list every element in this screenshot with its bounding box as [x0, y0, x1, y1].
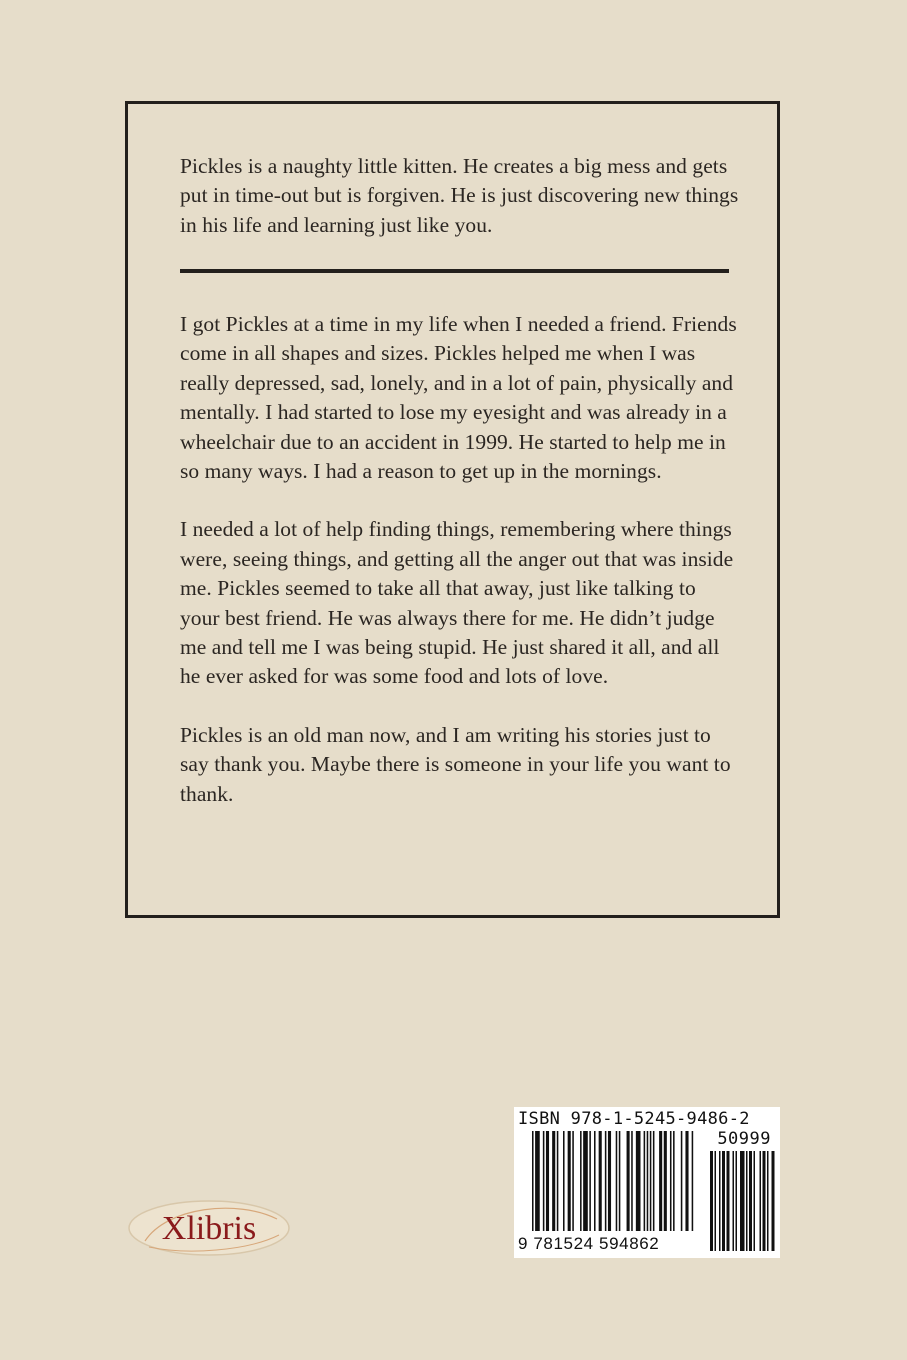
- barcode-addon-bar: [749, 1151, 752, 1251]
- barcode-bar: [563, 1131, 565, 1231]
- barcode-bar: [583, 1131, 588, 1231]
- barcode-bar: [572, 1131, 574, 1231]
- barcode-addon-bar: [715, 1151, 717, 1251]
- barcode-bar: [552, 1131, 555, 1231]
- barcode-addon-bar: [767, 1151, 769, 1251]
- barcode-bar: [608, 1131, 611, 1231]
- story-paragraph: I needed a lot of help finding things, remembering where things were, seeing things, and getting all the anger out that was inside me. Pickles seemed to take all that away, just like talking to your best friend. He was always there for me. He didn’t judge me and tell me I was being stupid. He just shared it all, and all he ever asked for was some food and lots of love.: [180, 517, 734, 689]
- divider-rule: [180, 269, 729, 273]
- barcode-bar: [605, 1131, 607, 1231]
- barcode-bar: [589, 1131, 591, 1231]
- barcode-bar: [670, 1131, 672, 1231]
- barcode-bar: [644, 1131, 646, 1231]
- price-code: 50999: [717, 1129, 771, 1149]
- barcode-bar: [631, 1131, 633, 1231]
- barcode-bar: [543, 1131, 545, 1231]
- barcode-bar: [557, 1131, 559, 1231]
- barcode-addon-bar: [727, 1151, 730, 1251]
- barcode-addon-bar: [760, 1151, 762, 1251]
- barcode-bar: [636, 1131, 641, 1231]
- publisher-logo-text: Xlibris: [161, 1210, 257, 1247]
- barcode-addon-bar: [763, 1151, 766, 1251]
- author-story: [180, 310, 740, 838]
- story-paragraph: Pickles is an old man now, and I am writing his stories just to say thank you. Maybe there is someone in your life you want to thank.: [180, 722, 731, 806]
- isbn-barcode: [514, 1107, 780, 1258]
- story-paragraph: I got Pickles at a time in my life when I needed a friend. Friends come in all shapes and sizes. Pickles helped me when I was really depressed, sad, lonely, and in a lot of pain, physically and mentally. I had started to lose my eyesight and was already in a wheelchair due to an accident in 1999. He started to help me in so many ways. I had a reason to get up in the mornings.: [180, 312, 737, 484]
- barcode-bar: [659, 1131, 662, 1231]
- barcode-bar: [616, 1131, 618, 1231]
- barcode-bar: [568, 1131, 571, 1231]
- barcode-bar: [580, 1131, 582, 1231]
- barcode-bar: [627, 1131, 630, 1231]
- intro-blurb: Pickles is a naughty little kitten. He creates a big mess and gets put in time-out but is forgiven. He is just discovering new things in his life and learning just like you.: [180, 154, 739, 237]
- barcode-bar: [653, 1131, 655, 1231]
- barcode-bar: [594, 1131, 596, 1231]
- barcode-bar: [673, 1131, 675, 1231]
- barcode-bar: [619, 1131, 621, 1231]
- barcode-digits: 9 781524 594862: [518, 1234, 660, 1253]
- barcode-addon-bar: [733, 1151, 735, 1251]
- barcode-bar: [664, 1131, 667, 1231]
- barcode-bar: [599, 1131, 602, 1231]
- barcode-bar: [692, 1131, 694, 1231]
- publisher-logo: [127, 1197, 291, 1259]
- barcode-addon-bar: [719, 1151, 721, 1251]
- barcode-bar: [650, 1131, 652, 1231]
- barcode-bar: [546, 1131, 549, 1231]
- barcode-bar: [681, 1131, 683, 1231]
- barcode-bar: [647, 1131, 649, 1231]
- barcode-addon-bar: [754, 1151, 756, 1251]
- blurb-frame: [125, 101, 780, 918]
- barcode-addon-bar: [710, 1151, 713, 1251]
- barcode-bar: [535, 1131, 540, 1231]
- isbn-number: ISBN 978-1-5245-9486-2: [518, 1109, 750, 1129]
- barcode-addon-bar: [722, 1151, 725, 1251]
- barcode-addon-bar: [740, 1151, 745, 1251]
- barcode-bar: [532, 1131, 534, 1231]
- barcode-addon-bar: [772, 1151, 775, 1251]
- barcode-bar: [685, 1131, 688, 1231]
- barcode-addon-bar: [736, 1151, 738, 1251]
- barcode-addon-bar: [746, 1151, 748, 1251]
